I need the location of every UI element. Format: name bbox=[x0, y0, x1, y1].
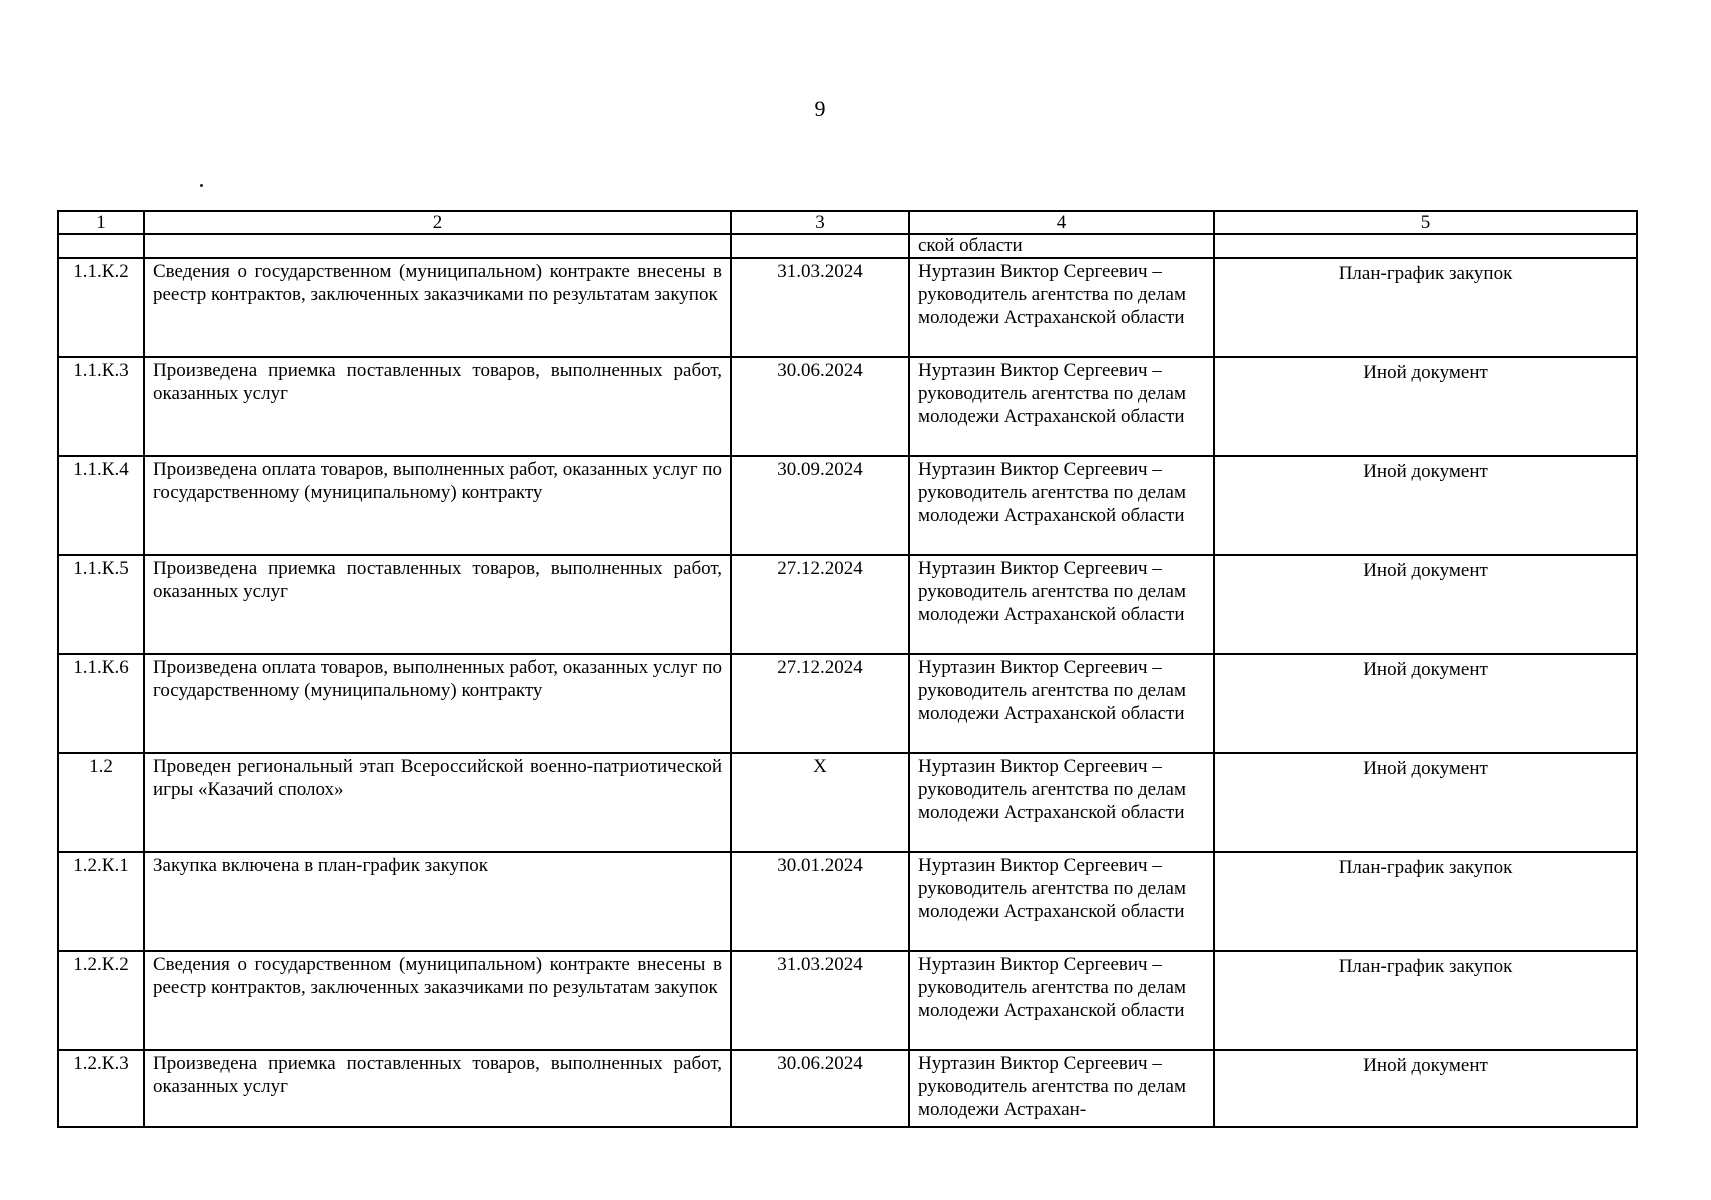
cell-date: 30.06.2024 bbox=[731, 357, 909, 456]
cell-event: Произведена приемка поставленных товаров, выполненных работ, оказанных услуг bbox=[144, 555, 731, 654]
continuation-row bbox=[58, 234, 1637, 258]
col-header-2: 2 bbox=[144, 211, 731, 234]
cell-document: План-график закупок bbox=[1214, 258, 1637, 357]
cell-number: 1.2 bbox=[58, 753, 144, 852]
cell-number: 1.2.К.3 bbox=[58, 1050, 144, 1127]
cell-number: 1.1.К.4 bbox=[58, 456, 144, 555]
cell-number: 1.2.К.1 bbox=[58, 852, 144, 951]
col-header-1: 1 bbox=[58, 211, 144, 234]
table-row bbox=[58, 852, 1637, 951]
cell-responsible: Нуртазин Виктор Сергеевич – руководитель агентства по делам молодежи Астраханской области bbox=[909, 852, 1214, 951]
cell-date: 31.03.2024 bbox=[731, 951, 909, 1050]
table-row bbox=[58, 357, 1637, 456]
cell-event bbox=[144, 234, 731, 258]
page-number: 9 bbox=[814, 96, 826, 121]
cell-responsible: Нуртазин Виктор Сергеевич – руководитель агентства по делам молодежи Астраханской области bbox=[909, 258, 1214, 357]
col-header-5: 5 bbox=[1214, 211, 1637, 234]
cell-document: Иной документ bbox=[1214, 654, 1637, 753]
cell-date: 30.01.2024 bbox=[731, 852, 909, 951]
cell-date: 27.12.2024 bbox=[731, 555, 909, 654]
table-row bbox=[58, 555, 1637, 654]
table-row bbox=[58, 456, 1637, 555]
table-row bbox=[58, 753, 1637, 852]
cell-document: План-график закупок bbox=[1214, 951, 1637, 1050]
col-header-3: 3 bbox=[731, 211, 909, 234]
cell-date: 30.06.2024 bbox=[731, 1050, 909, 1127]
cell-number: 1.2.К.2 bbox=[58, 951, 144, 1050]
cell-event: Произведена оплата товаров, выполненных работ, оказанных услуг по государственному (муниципальному) контракту bbox=[144, 456, 731, 555]
cell-date bbox=[731, 234, 909, 258]
cell-responsible: Нуртазин Виктор Сергеевич – руководитель агентства по делам молодежи Астраханской области bbox=[909, 555, 1214, 654]
cell-event: Произведена оплата товаров, выполненных работ, оказанных услуг по государственному (муниципальному) контракту bbox=[144, 654, 731, 753]
cell-number: 1.1.К.3 bbox=[58, 357, 144, 456]
cell-responsible: Нуртазин Виктор Сергеевич – руководитель агентства по делам молодежи Астраханской области bbox=[909, 951, 1214, 1050]
cell-document: Иной документ bbox=[1214, 753, 1637, 852]
cell-document: Иной документ bbox=[1214, 1050, 1637, 1127]
cell-number: 1.1.К.5 bbox=[58, 555, 144, 654]
cell-document: Иной документ bbox=[1214, 357, 1637, 456]
table-row bbox=[58, 951, 1637, 1050]
table-row bbox=[58, 258, 1637, 357]
cell-event: Сведения о государственном (муниципальном) контракте внесены в реестр контрактов, заключенных заказчиками по результатам закупок bbox=[144, 951, 731, 1050]
cell-date: 31.03.2024 bbox=[731, 258, 909, 357]
cell-responsible: Нуртазин Виктор Сергеевич – руководитель агентства по делам молодежи Астраханской области bbox=[909, 357, 1214, 456]
cell-event: Произведена приемка поставленных товаров, выполненных работ, оказанных услуг bbox=[144, 1050, 731, 1127]
plan-table bbox=[57, 210, 1638, 1128]
cell-responsible: ской области bbox=[909, 234, 1214, 258]
table-row bbox=[58, 1050, 1637, 1127]
cell-responsible: Нуртазин Виктор Сергеевич – руководитель агентства по делам молодежи Астраханской области bbox=[909, 456, 1214, 555]
table-header bbox=[58, 211, 1637, 234]
cell-document: Иной документ bbox=[1214, 456, 1637, 555]
cell-number bbox=[58, 234, 144, 258]
header-row bbox=[58, 211, 1637, 234]
table-body bbox=[58, 234, 1637, 1127]
cell-date: 27.12.2024 bbox=[731, 654, 909, 753]
cell-event: Произведена приемка поставленных товаров, выполненных работ, оказанных услуг bbox=[144, 357, 731, 456]
cell-number: 1.1.К.2 bbox=[58, 258, 144, 357]
cell-responsible: Нуртазин Виктор Сергеевич – руководитель агентства по делам молодежи Астраханской области bbox=[909, 654, 1214, 753]
cell-event: Закупка включена в план-график закупок bbox=[144, 852, 731, 951]
cell-responsible: Нуртазин Виктор Сергеевич – руководитель агентства по делам молодежи Астраханской области bbox=[909, 753, 1214, 852]
table-row bbox=[58, 654, 1637, 753]
cell-responsible: Нуртазин Виктор Сергеевич – руководитель агентства по делам молодежи Астрахан- bbox=[909, 1050, 1214, 1127]
cell-document: План-график закупок bbox=[1214, 852, 1637, 951]
scan-speck bbox=[200, 184, 203, 187]
cell-document: Иной документ bbox=[1214, 555, 1637, 654]
col-header-4: 4 bbox=[909, 211, 1214, 234]
cell-date: X bbox=[731, 753, 909, 852]
cell-document bbox=[1214, 234, 1637, 258]
cell-event: Проведен региональный этап Всероссийской военно-патриотической игры «Казачий сполох» bbox=[144, 753, 731, 852]
cell-number: 1.1.К.6 bbox=[58, 654, 144, 753]
cell-event: Сведения о государственном (муниципальном) контракте внесены в реестр контрактов, заключенных заказчиками по результатам закупок bbox=[144, 258, 731, 357]
cell-date: 30.09.2024 bbox=[731, 456, 909, 555]
